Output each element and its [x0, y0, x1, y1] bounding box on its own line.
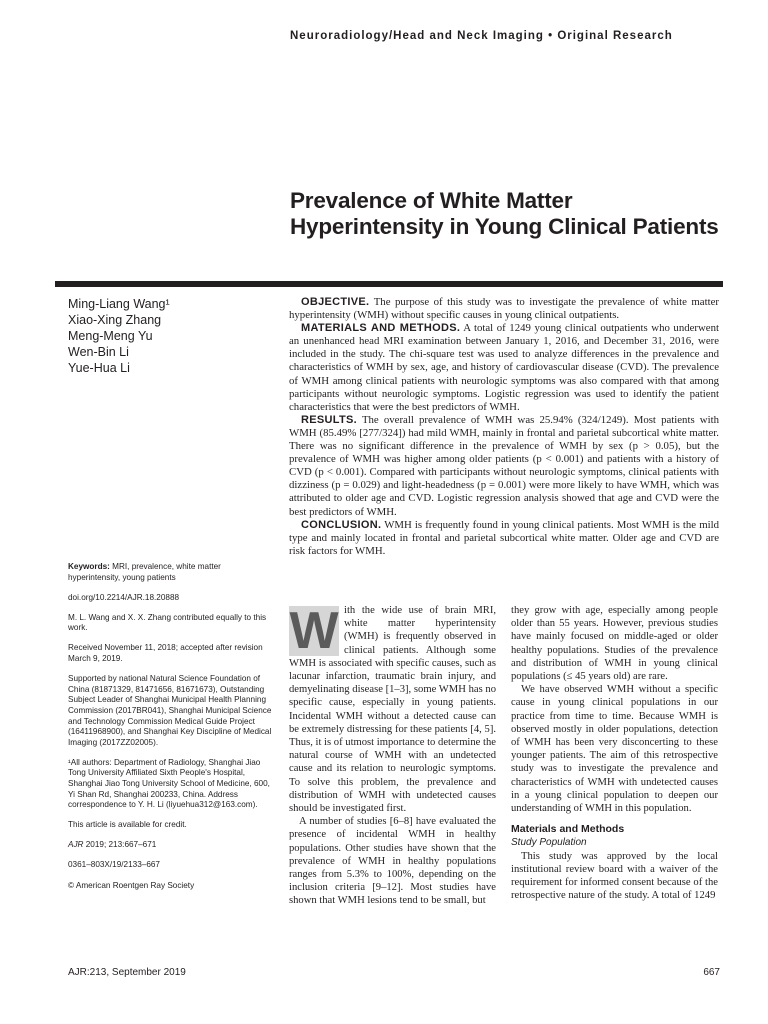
abstract-heading: RESULTS.	[301, 413, 357, 426]
drop-cap: W	[289, 602, 339, 660]
abstract-heading: MATERIALS AND METHODS.	[301, 322, 461, 335]
abstract-text: The overall prevalence of WMH was 25.94% (324/1249). Most patients with WMH (85.49% [277/324]) had mild WMH, mainly in frontal and parietal subcortical white matter. There was no significant difference in the prevalence of WMH by sex (p > 0.05), but the prevalence of WMH was higher among older patients (p < 0.001) and patients with a history of CVD (p < 0.001). Compared with participants without neurologic symptoms, clinical patients with dizziness (p = 0.029) and light-headedness (p = 0.001) were more likely to have WMH, which was attributed to older age and CVD. Logistic regression analysis showed that age and CVD were the best predictors of WMH.	[289, 413, 719, 518]
keywords-label: Keywords:	[68, 562, 110, 571]
abstract-text: A total of 1249 young clinical outpatients who underwent an unenhanced head MRI examination between January 1, 2016, and December 31, 2016, were included in the study. The chi-square test was used to analyze differences in the prevalence and characteristics of WMH by sex, age, and history of cardiovascular disease (CVD). The prevalence of WMH among clinical patients with neurologic symptoms was also compared with that among participants without neurologic symptoms. Logistic regression was used to identify the patient characteristics that were the best predictors of WMH.	[289, 322, 719, 413]
body-paragraph: We have observed WMH without a specific cause in young clinical populations in our practice from time to time. Because WMH is observed mostly in older populations, detection of WMH has been very disconcerting to these younger patients. The aim of this retrospective study was to investigate the prevalence and characteristics of WMH with undetected causes in a young clinical population to deepen our understanding of WMH in this population.	[511, 684, 718, 815]
author-list	[68, 296, 268, 376]
page-number: 667	[703, 967, 720, 978]
section-header: Neuroradiology/Head and Neck Imaging • Original Research	[290, 30, 673, 42]
abstract-objective	[289, 296, 719, 322]
body-paragraph	[289, 604, 496, 815]
author-name: Yue-Hua Li	[68, 361, 130, 375]
received-dates: Received November 11, 2018; accepted after revision March 9, 2019.	[68, 643, 263, 664]
abstract-results	[289, 414, 719, 519]
body-paragraph: A number of studies [6–8] have evaluated the presence of incidental WMH in healthy populations. Other studies have shown that the prevalence of WMH in healthy populations ranges from 5.3% to 100%, depending on the inclusion criteria [9–12]. Most studies have shown that WMH lesions tend to be small, but	[289, 816, 496, 907]
author-name: Ming-Liang Wang¹	[68, 297, 170, 311]
abstract	[289, 296, 719, 558]
body-paragraph: they grow with age, especially among people older than 55 years. However, previous studies have mainly focused on middle-aged or older healthy populations. Studies of the prevalence and distribution of WMH in young clinical populations (≤ 45 years old) are rare.	[511, 605, 718, 683]
abstract-methods	[289, 322, 719, 414]
title-rule	[55, 281, 723, 287]
doi[interactable]: doi.org/10.2214/AJR.18.20888	[68, 592, 180, 602]
keywords-text: MRI, prevalence, white matter hyperintensity, young patients	[68, 562, 221, 582]
body-paragraph: This study was approved by the local institutional review board with a waiver of the requirement for informed consent because of the retrospective nature of the study. A total of 1249	[511, 850, 718, 902]
author-name: Meng-Meng Yu	[68, 329, 153, 343]
equal-contribution-note: M. L. Wang and X. X. Zhang contributed equally to this work.	[68, 612, 267, 633]
abstract-heading: CONCLUSION.	[301, 518, 382, 531]
body-column-1	[289, 604, 496, 908]
citation-journal: AJR	[68, 840, 84, 850]
issn: 0361–803X/19/2133–667	[68, 860, 160, 870]
footer-journal-info: AJR:213, September 2019	[68, 967, 186, 978]
author-name: Wen-Bin Li	[68, 345, 129, 359]
funding-note: Supported by national Natural Science Foundation of China (81871329, 81471656, 81671673), Outstanding Subject Leader of Shanghai Municipal Health Planning Commission (2017BR041), Shanghai Municipal Science and Technology Commission Medical Guide Project (16411968900), and Shanghai Key Discipline of Medical Imaging (2017ZZ02005).	[68, 674, 272, 747]
abstract-heading: OBJECTIVE.	[301, 296, 370, 308]
article-title: Prevalence of White Matter Hyperintensity in Young Clinical Patients	[290, 188, 719, 239]
keywords	[68, 562, 273, 583]
citation-details: 2019; 213:667–671	[83, 840, 157, 850]
subsection-heading: Study Population	[511, 837, 587, 849]
affiliation-note: ¹All authors: Department of Radiology, Shanghai Jiao Tong University Affiliated Sixth People's Hospital, Shanghai Jiao Tong University School of Medicine, 600, Yi Shan Rd, Shanghai 200233, China. Address correspondence to Y. H. Li (liyuehua312@163.com).	[68, 757, 270, 810]
body-column-2	[511, 604, 718, 902]
section-heading: Materials and Methods	[511, 823, 625, 836]
paragraph-text: ith the wide use of brain MRI, white matter hyperintensity (WMH) is frequently observed in clinical patients. Although some WMH is associated with specific causes, such as lacunar infarction, traumatic brain injury, and demyelinating disease [1–3], some WMH has no specific cause, especially in young patients. Incidental WMH without a detected cause can be extremely distressing for these patients [4, 5]. Thus, it is of utmost importance to determine the natural course of WMH with an undetected cause and its relation to neurologic symptoms. To solve this problem, the prevalence and distribution of WMH with undetected causes should be investigated first.	[289, 605, 496, 815]
citation	[68, 840, 273, 851]
abstract-text: WMH is frequently found in young clinical patients. Most WMH is the mild type and mainly located in frontal and parietal subcortical white matter. Older age and CVD are risk factors for WMH.	[289, 518, 719, 557]
credit-note: This article is available for credit.	[68, 820, 187, 830]
abstract-conclusion	[289, 519, 719, 558]
abstract-text: The purpose of this study was to investigate the prevalence of white matter hyperintensity (WMH) without specific causes in young clinical outpatients.	[289, 296, 719, 322]
article-info-sidebar	[68, 562, 273, 901]
copyright: © American Roentgen Ray Society	[68, 880, 195, 890]
author-name: Xiao-Xing Zhang	[68, 313, 162, 327]
